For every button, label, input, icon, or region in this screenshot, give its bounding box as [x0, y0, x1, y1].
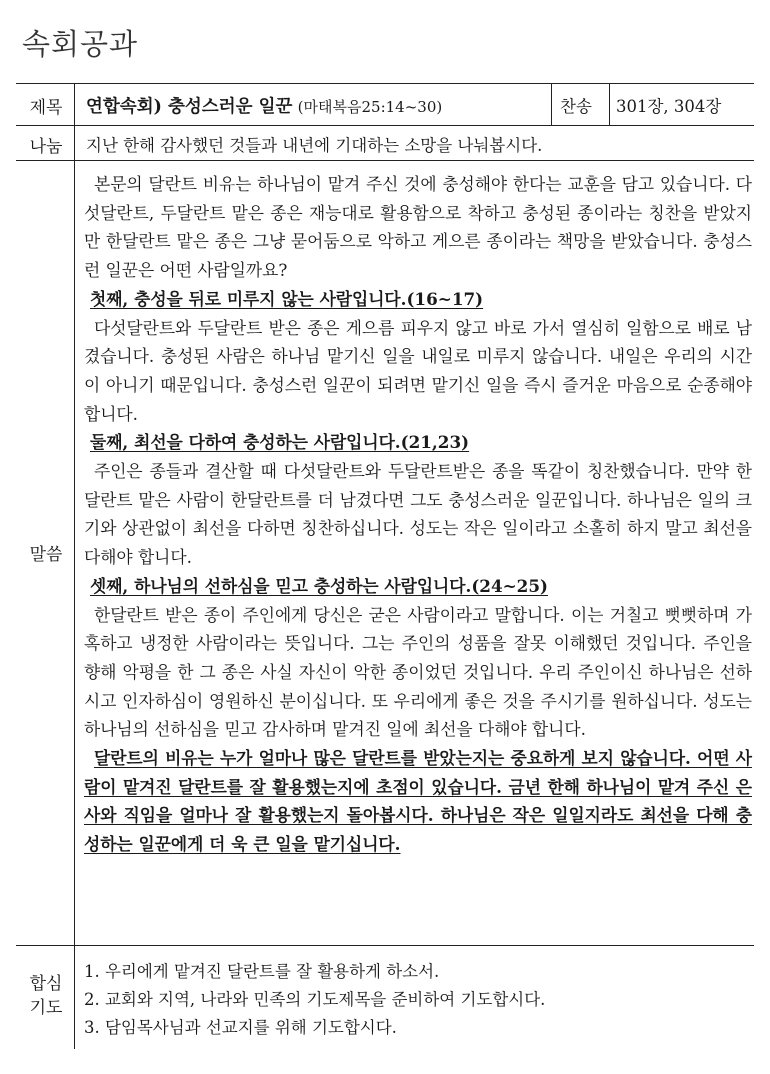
scripture-reference: (마태복음25:14~30): [297, 98, 443, 116]
prayer-item: 3. 담임목사님과 선교지를 위해 기도합시다.: [84, 1018, 397, 1037]
hymn-divider-1: [551, 83, 552, 125]
point-heading: 셋째, 하나님의 선하심을 믿고 충성하는 사람입니다.(24~25): [90, 575, 548, 596]
prayer-label-line: 기도: [29, 998, 63, 1018]
point-heading: 둘째, 최선을 다하여 충성하는 사람입니다.(21,23): [90, 432, 470, 453]
prayer-list: [84, 958, 545, 1042]
sharing-text: 지난 한해 감사했던 것들과 내년에 기대하는 소망을 나눠봅시다.: [86, 136, 543, 155]
prayer-label: [18, 972, 74, 1020]
lesson-title-main: 연합속회) 충성스러운 일꾼: [86, 97, 293, 117]
page-title: 속회공과: [22, 27, 139, 61]
sermon-body: [84, 170, 752, 859]
prayer-item: 2. 교회와 지역, 나라와 민족의 기도제목을 준비하여 기도합시다.: [84, 990, 546, 1009]
hymn-label: 찬송: [560, 97, 592, 116]
sermon-intro: 본문의 달란트 비유는 하나님이 맡겨 주신 것에 충성해야 한다는 교훈을 담고 있습니다. 다섯달란트, 두달란트 맡은 종은 재능대로 활용함으로 착하고 충성된 종이라는 칭찬을 받았지만 한달란트 맡은 종은 그냥 묻어둠으로 악하고 게으른 종이라는 책망을 받았습니다. 충성스런 일꾼은 어떤 사람일까요?: [84, 174, 752, 281]
prayer-item: 1. 우리에게 맡겨진 달란트를 잘 활용하게 하소서.: [84, 962, 440, 981]
hymn-divider-2: [609, 83, 610, 125]
point-heading: 첫째, 충성을 뒤로 미루지 않는 사람입니다.(16~17): [90, 288, 484, 309]
point-body: 주인은 종들과 결산할 때 다섯달란트와 두달란트받은 종을 똑같이 칭찬했습니다. 만약 한달란트 맡은 사람이 한달란트를 더 남겼다면 그도 충성스러운 일꾼입니다. 하나님은 일의 크기와 상관없이 최선을 다하면 칭찬하십니다. 성도는 작은 일이라고 소홀히 하지 말고 최선을 다해야 합니다.: [84, 461, 752, 568]
title-label: 제목: [29, 98, 63, 118]
point-body: 한달란트 받은 종이 주인에게 당신은 굳은 사람이라고 말합니다. 이는 거칠고 뻣뻣하며 가혹하고 냉정한 사람이라는 뜻입니다. 그는 주인의 성품을 잘못 이해했던 것입니다. 주인을 향해 악평을 한 그 종은 사실 자신이 악한 종이었던 것입니다. 우리 주인이신 하나님은 선하시고 인자하심이 영원하신 분이십니다. 또 우리에게 좋은 것을 주시기를 원하십니다. 성도는 하나님의 선하심을 믿고 감사하며 맡겨진 일에 최선을 다해야 합니다.: [84, 604, 752, 740]
prayer-label-line: 합심: [29, 974, 63, 994]
row-divider: [16, 945, 754, 946]
table-top-border: [16, 83, 754, 84]
sharing-label: 나눔: [29, 137, 63, 157]
sermon-label: 말씀: [29, 545, 63, 565]
sermon-conclusion: 달란트의 비유는 누가 얼마나 많은 달란트를 받았는지는 중요하게 보지 않습니다. 어떤 사람이 맡겨진 달란트를 잘 활용했는지에 초점이 있습니다. 금년 한해 하나님이 맡겨 주신 은사와 직임을 얼마나 잘 활용했는지 돌아봅시다. 하나님은 작은 일일지라도 최선을 다해 충성하는 일꾼에게 더 욱 큰 일을 맡기십니다.: [84, 748, 752, 855]
lesson-title: [86, 93, 442, 118]
point-body: 다섯달란트와 두달란트 받은 종은 게으름 피우지 않고 바로 가서 열심히 일함으로 배로 남겼습니다. 충성된 사람은 하나님 맡기신 일을 내일로 미루지 않습니다. 내일은 우리의 시간이 아니기 때문입니다. 충성스런 일꾼이 되려면 맡기신 일을 즉시 즐거운 마음으로 순종해야 합니다.: [84, 317, 752, 424]
label-column-divider: [74, 83, 75, 1049]
hymn-numbers: 301장, 304장: [616, 97, 722, 116]
row-divider: [16, 125, 754, 126]
row-divider: [16, 160, 754, 161]
